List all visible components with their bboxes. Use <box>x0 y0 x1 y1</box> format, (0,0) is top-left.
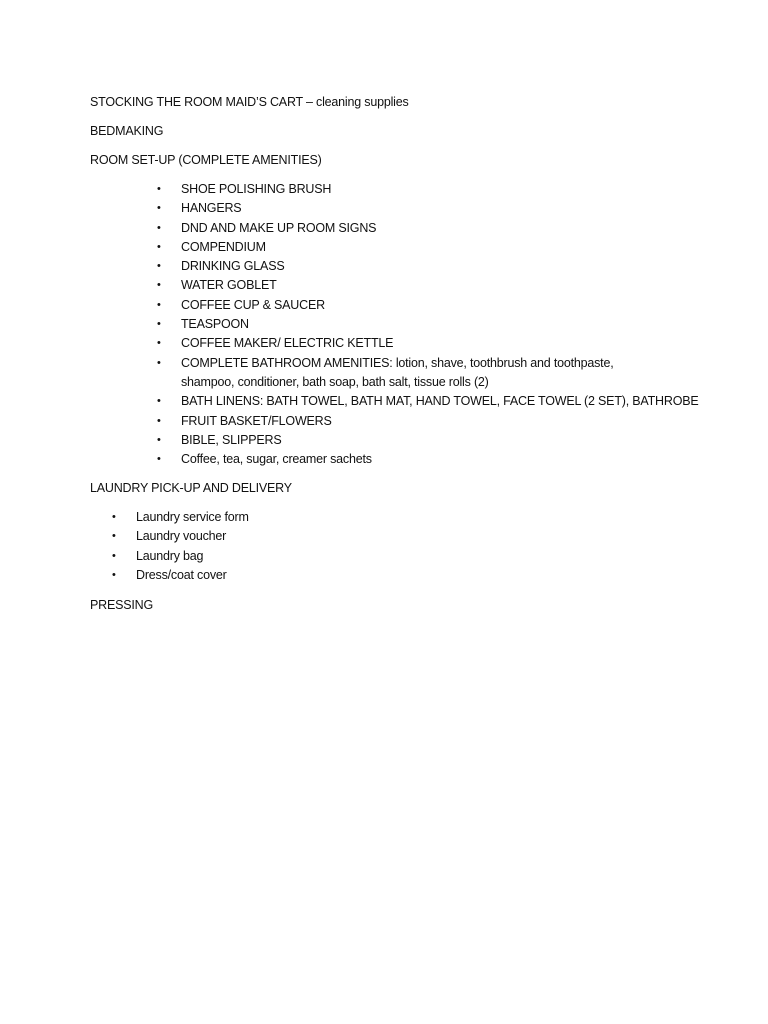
heading-room-setup: ROOM SET-UP (COMPLETE AMENITIES) <box>90 153 322 167</box>
bullet-icon: • <box>157 395 161 408</box>
list-item-text: COFFEE MAKER/ ELECTRIC KETTLE <box>181 336 394 351</box>
heading-pressing: PRESSING <box>90 598 153 612</box>
bullet-icon: • <box>157 337 161 350</box>
bullet-icon: • <box>157 356 161 369</box>
list-item <box>112 508 249 527</box>
bullet-icon: • <box>157 433 161 446</box>
list-item <box>157 392 699 411</box>
list-item-text-continued: shampoo, conditioner, bath soap, bath salt, tissue rolls (2) <box>181 374 489 389</box>
list-item <box>157 219 699 238</box>
list-item-text: Laundry voucher <box>136 529 227 544</box>
bullet-icon: • <box>112 568 116 581</box>
list-item <box>157 412 699 431</box>
list-item-text: BATH LINENS: BATH TOWEL, BATH MAT, HAND TOWEL, FACE TOWEL (2 SET), BATHROBE <box>181 394 699 409</box>
list-item <box>157 199 699 218</box>
list-item <box>157 296 699 315</box>
list-item-text: COMPENDIUM <box>181 239 266 254</box>
list-item-text: FRUIT BASKET/FLOWERS <box>181 413 332 428</box>
list-item-text: Dress/coat cover <box>136 567 227 582</box>
list-item-text: COMPLETE BATHROOM AMENITIES: lotion, shave, toothbrush and toothpaste, <box>181 355 614 370</box>
list-item <box>157 180 699 199</box>
bullet-icon: • <box>157 221 161 234</box>
list-item-text: Laundry bag <box>136 548 204 563</box>
bullet-icon: • <box>157 298 161 311</box>
list-item-text: SHOE POLISHING BRUSH <box>181 182 332 196</box>
bullet-icon: • <box>157 202 161 215</box>
list-item-text: DRINKING GLASS <box>181 259 285 274</box>
heading-laundry: LAUNDRY PICK-UP AND DELIVERY <box>90 481 292 495</box>
list-item-text: DND AND MAKE UP ROOM SIGNS <box>181 220 377 235</box>
list-item <box>157 257 699 276</box>
list-item <box>157 450 699 469</box>
list-item-text: HANGERS <box>181 201 242 216</box>
bullet-icon: • <box>157 318 161 331</box>
list-item <box>112 527 249 546</box>
list-item <box>157 276 699 295</box>
list-item <box>157 354 699 393</box>
list-item-text: Coffee, tea, sugar, creamer sachets <box>181 452 372 467</box>
bullet-icon: • <box>112 549 116 562</box>
list-item <box>112 566 249 585</box>
list-item <box>157 238 699 257</box>
bullet-icon: • <box>157 414 161 427</box>
list-item <box>157 334 699 353</box>
list-item-text: Laundry service form <box>136 510 249 524</box>
list-item <box>157 431 699 450</box>
bullet-icon: • <box>157 240 161 253</box>
bullet-icon: • <box>112 511 116 523</box>
list-item-text: COFFEE CUP & SAUCER <box>181 297 325 312</box>
list-item <box>157 315 699 334</box>
list-item-text: TEASPOON <box>181 317 249 332</box>
bullet-icon: • <box>112 530 116 543</box>
list-item <box>112 547 249 566</box>
bullet-icon: • <box>157 279 161 292</box>
heading-stocking-cart: STOCKING THE ROOM MAID’S CART – cleaning supplies <box>90 95 409 109</box>
list-item-text: WATER GOBLET <box>181 278 277 293</box>
bullet-icon: • <box>157 183 161 195</box>
list-item-text: BIBLE, SLIPPERS <box>181 432 282 447</box>
laundry-list <box>112 508 249 585</box>
amenities-list <box>157 180 699 469</box>
heading-bedmaking: BEDMAKING <box>90 124 164 138</box>
bullet-icon: • <box>157 453 161 466</box>
bullet-icon: • <box>157 260 161 273</box>
